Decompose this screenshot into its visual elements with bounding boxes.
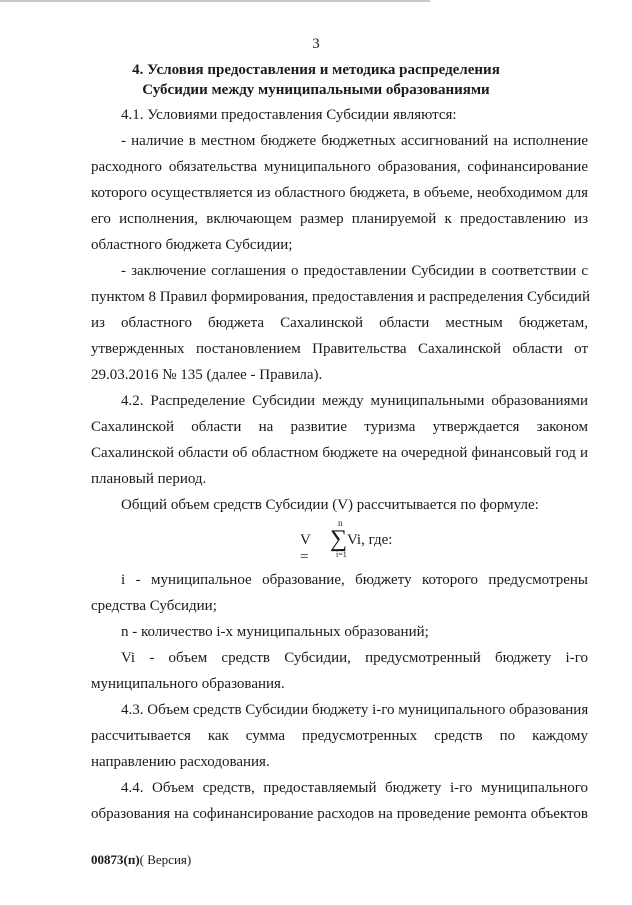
paragraph-line: 29.03.2016 № 135 (далее - Правила). — [91, 367, 323, 383]
paragraph-line: - заключение соглашения о предоставлении Субсидии в соответствии с — [121, 263, 588, 279]
paragraph-line: его исполнения, включающем размер планируемой к предоставлению из — [91, 211, 588, 227]
paragraph-line: Vi - объем средств Субсидии, предусмотренный бюджету i-го — [121, 650, 588, 666]
paragraph-line: средства Субсидии; — [91, 598, 217, 614]
paragraph-line: муниципального образования. — [91, 676, 285, 692]
paragraph-line: Сахалинской области об областном бюджете на очередной финансовый год и — [91, 445, 588, 461]
paragraph-line: Сахалинской области на развитие туризма утверждается законом — [91, 419, 588, 435]
paragraph-line: направлению расходования. — [91, 754, 270, 770]
paragraph-line: 4.3. Объем средств Субсидии бюджету i-го муниципального образования — [121, 702, 589, 718]
page-number: 3 — [312, 36, 320, 52]
footer-version: ( Версия) — [139, 852, 192, 867]
paragraph-line: образования на софинансирование расходов на проведение ремонта объектов — [91, 806, 588, 822]
paragraph-line: i - муниципальное образование, бюджету которого предусмотрены — [121, 572, 588, 588]
paragraph-line: утвержденных постановлением Правительства Сахалинской области от — [91, 341, 588, 357]
paragraph-line: 4.1. Условиями предоставления Субсидии являются: — [121, 107, 457, 123]
paragraph-line: пунктом 8 Правил формирования, предоставления и распределения Субсидий — [91, 289, 590, 305]
paragraph-line: расходного обязательства муниципального образования, софинансирование — [91, 159, 588, 175]
sigma-icon: ∑ — [330, 526, 348, 552]
paragraph-line: Общий объем средств Субсидии (V) рассчитывается по формуле: — [121, 497, 539, 513]
formula-lower-limit: i=1 — [336, 550, 347, 559]
formula-upper-limit: n — [338, 518, 343, 528]
paragraph-line: из областного бюджета Сахалинской области местным бюджетам, — [91, 315, 588, 331]
formula-rhs: Vi, где: — [347, 532, 393, 548]
scan-top-border — [0, 0, 430, 2]
paragraph-line: плановый период. — [91, 471, 207, 487]
footer-code: 00873(п) — [91, 852, 140, 867]
section-heading-line-1: 4. Условия предоставления и методика распределения — [132, 62, 500, 78]
paragraph-line: 4.2. Распределение Субсидии между муниципальными образованиями — [121, 393, 588, 409]
paragraph-line: рассчитывается как сумма предусмотренных средств по каждому — [91, 728, 588, 744]
paragraph-line: 4.4. Объем средств, предоставляемый бюджету i-го муниципального — [121, 780, 588, 796]
paragraph-line: областного бюджета Субсидии; — [91, 237, 293, 253]
formula-lhs: V = — [300, 532, 311, 565]
document-footer — [91, 852, 191, 868]
paragraph-line: n - количество i-х муниципальных образований; — [121, 624, 429, 640]
paragraph-line: - наличие в местном бюджете бюджетных ассигнований на исполнение — [121, 133, 588, 149]
section-heading-line-2: Субсидии между муниципальными образованиями — [142, 82, 490, 98]
paragraph-line: которого осуществляется из областного бюджета, в объеме, необходимом для — [91, 185, 588, 201]
